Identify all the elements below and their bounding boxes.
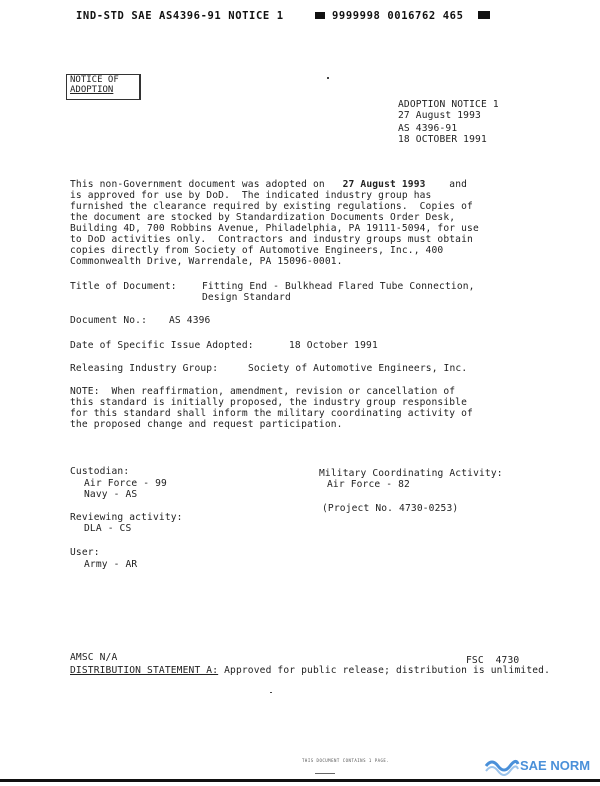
user-item-1: Army - AR — [84, 559, 138, 570]
note-line-3: for this standard shall inform the military coordinating activity of — [70, 408, 473, 419]
intro-line-2: is approved for use by DoD. The indicated industry group has — [70, 190, 432, 201]
notice-of-adoption-stamp — [66, 74, 141, 100]
title-line-2: Design Standard — [202, 292, 291, 303]
distribution-label: DISTRIBUTION STATEMENT A: — [70, 665, 219, 676]
intro-date: 27 August 1993 — [342, 179, 426, 190]
logo-text: SAE NORM — [520, 758, 591, 773]
military-project: (Project No. 4730-0253) — [322, 503, 459, 514]
document-no-value: AS 4396 — [169, 315, 211, 326]
speck — [327, 77, 329, 79]
intro-line-6: to DoD activities only. Contractors and industry groups must obtain — [70, 234, 473, 245]
bottom-rule — [0, 779, 600, 782]
amsc-label: AMSC N/A — [70, 652, 118, 663]
intro-line-3: furnished the clearance required by existing regulations. Copies of — [70, 201, 473, 212]
sae-norm-logo — [484, 754, 594, 776]
header-doc-id: IND-STD SAE AS4396-91 NOTICE 1 — [76, 10, 284, 22]
industry-group-label: Releasing Industry Group: — [70, 363, 219, 374]
adoption-doc-date: 18 OCTOBER 1991 — [398, 134, 487, 145]
fsc-label: FSC 4730 — [466, 655, 520, 666]
tiny-footer-text: THIS DOCUMENT CONTAINS 1 PAGE. — [302, 758, 390, 763]
reviewing-label: Reviewing activity: — [70, 512, 183, 523]
header-mark-left — [315, 12, 325, 19]
tiny-rule — [315, 773, 335, 774]
intro-line-8: Commonwealth Drive, Warrendale, PA 15096-0001. — [70, 256, 343, 267]
reviewing-item-1: DLA - CS — [84, 523, 132, 534]
intro-line-4: the document are stocked by Standardization Documents Order Desk, — [70, 212, 456, 223]
title-line-1: Fitting End - Bulkhead Flared Tube Connection, — [202, 281, 475, 292]
adoption-notice: ADOPTION NOTICE 1 — [398, 99, 499, 110]
issue-date-label: Date of Specific Issue Adopted: — [70, 340, 254, 351]
intro-line-1-a: This non-Government document was adopted on — [70, 179, 325, 190]
note-line-4: the proposed change and request participation. — [70, 419, 343, 430]
adoption-date: 27 August 1993 — [398, 110, 481, 121]
custodian-item-2: Navy - AS — [84, 489, 138, 500]
distribution-text: Approved for public release; distribution is unlimited. — [224, 665, 551, 676]
header-mark-right — [478, 11, 490, 19]
note-line-1: NOTE: When reaffirmation, amendment, revision or cancellation of — [70, 386, 456, 397]
intro-line-1-b: and — [449, 179, 468, 190]
industry-group-value: Society of Automotive Engineers, Inc. — [248, 363, 468, 374]
custodian-item-1: Air Force - 99 — [84, 478, 167, 489]
intro-line-1 — [70, 179, 467, 190]
title-label: Title of Document: — [70, 281, 177, 292]
custodian-label: Custodian: — [70, 466, 130, 477]
header-code: 9999998 0016762 465 — [332, 10, 464, 22]
adoption-doc: AS 4396-91 — [398, 123, 458, 134]
note-line-2: this standard is initially proposed, the industry group responsible — [70, 397, 468, 408]
stamp-line-2: ADOPTION — [70, 85, 114, 95]
sae-wave-icon — [484, 757, 518, 775]
user-label: User: — [70, 547, 100, 558]
military-label: Military Coordinating Activity: — [319, 468, 503, 479]
document-no-label: Document No.: — [70, 315, 148, 326]
distribution-statement — [70, 665, 550, 676]
issue-date-value: 18 October 1991 — [289, 340, 378, 351]
military-item: Air Force - 82 — [327, 479, 410, 490]
intro-line-5: Building 4D, 700 Robbins Avenue, Philadelphia, PA 19111-5094, for use — [70, 223, 479, 234]
stamp-line-1: NOTICE OF — [70, 75, 119, 85]
speck — [270, 692, 272, 693]
intro-line-7: copies directly from Society of Automotive Engineers, Inc., 400 — [70, 245, 444, 256]
